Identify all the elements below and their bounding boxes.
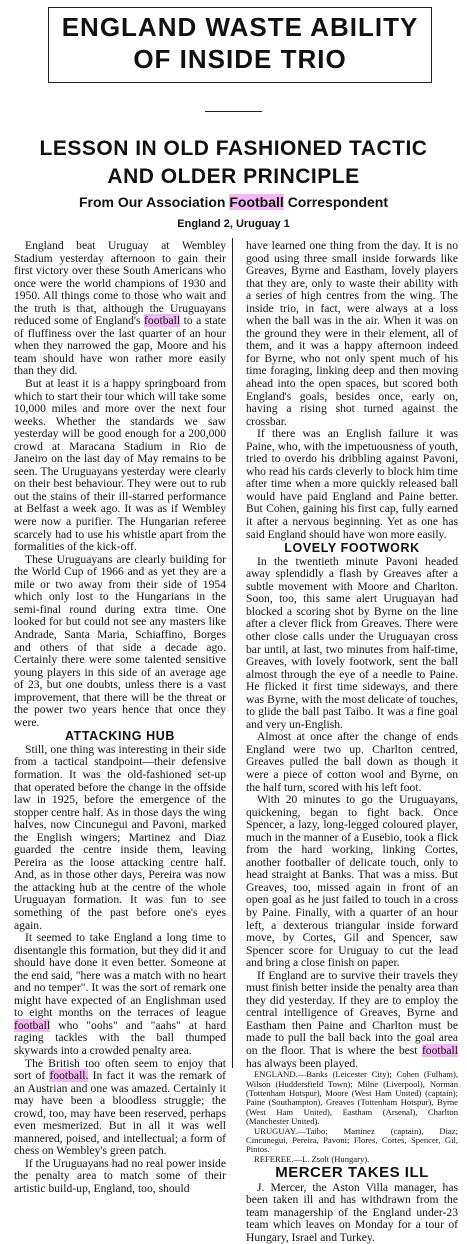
paragraph: In the twentieth minute Pavoni headed away splendidly a flash by Greaves after a subtle movement with Moore and Charlton. Soon, too, this same alert Uruguayan had blocked a scoring shot by Byrne on the line after a clever flick from Greaves. There were other close calls under the Uruguayan cross bar until, at last, two minutes from half-time, Greaves, with lovely footwork, sent the ball almost through the eye of a needle to Paine. He flicked it first time sideways, and there was Byrne, with the most delicate of touches, to glide the ball past Taibo. It was a fine goal and very un-English. [246,554,458,731]
divider-rule [205,111,262,112]
column-divider [232,238,233,1068]
referee-line: REFEREE.—L. Zsolt (Hungary). [254,1153,370,1164]
highlight: football [421,1044,458,1057]
paragraph: If England are to survive their travels they must finish better inside the penalty area than they did yesterday. If they are to employ the central intelligence of Greaves, Byrne and Eastham then Paine and Charlton must be made to pull the ball back into the goal area on the floor. That is where the best football has always been played. [246,968,458,1070]
paragraph: With 20 minutes to go the Uruguayans, quickening, began to fight back. Once Spencer, a lazy, long-legged coloured player, much in the manner of a Eusebio, took a flick from the hard working, linking Cortes, another footballer of delicate touch, only to head straight at Banks. That was a miss. But Greaves, too, missed again in front of an open goal as he just failed to touch in a cross by Paine. Finally, with a quarter of an hour left, a dexterous triangular inside forward move, by Cortes, Gil and Spencer, saw Spencer score for Uruguay to cut the lead and bring a close finish on paper. [246,793,458,970]
byline-suffix: Correspondent [287,194,389,210]
left-column [14,240,226,1196]
section-heading-mercer: MERCER TAKES ILL [275,1164,429,1182]
section-heading-attacking-hub: ATTACKING HUB [64,729,176,744]
paragraph: Almost at once after the change of ends England were two up. Charlton centred, Greaves pulled the ball down as though it were a piece of cotton wool and Byrne, on the half turn, scored with his left foot. [246,730,458,794]
byline-highlight: Football [229,194,284,210]
subheadline-line-1: LESSON IN OLD FASHIONED TACTIC [39,137,428,160]
headline-line-1: ENGLAND WASTE ABILITY [61,12,419,42]
byline [0,194,467,210]
paragraph: If there was an English failure it was Paine, who, with the impetuousness of youth, tried to overdo his dribbling against Pavoni, who read his cards cleverly to block him time after time when a more quickly released ball would have paid England and Paine better. But Cohen, gaining his first cap, fully earned it after a nervous beginning. Yet as one has said England should have won more easily. [246,427,458,541]
team-lineup-uruguay: URUGUAY.—Taibo; Martinez (captain), Diaz; Cincunegui, Pereira, Pavoni; Flores, Cortes, Spencer, Gil, Pintos. [246,1125,458,1155]
highlight: football [14,1018,51,1032]
paragraph: have learned one thing from the day. It is no good using three small inside forwards like Greaves, Byrne and Eastham, lovely players that they are, only to waste their ability with a series of high centres from the wing. The inside trio, in fact, were always at a loss when the ball was in the air. When it was on the ground they were in their element, all of them, and it was a happy afternoon indeed for Byrne, who not only spent much of his time foraging, linking deep and then moving ahead into the open spaces, but scored both England's goals, besides once, early on, having a rising shot turned against the crossbar. [246,239,458,428]
team-lineup-england: ENGLAND.—Banks (Leicester City); Cohen (Fulham), Wilson (Huddersfield Town); Milne (Liverpool), Norman (Tottenham Hotspur), Moore (West Ham United) (captain); Paine (Southampton), Greaves (Tottenham Hotspur), Byrne (West Ham United), Eastham (Arsenal), Charlton (Manchester United). [246,1069,458,1127]
highlight: football. [49,1069,89,1083]
paragraph: If the Uruguayans had no real power inside the penalty area to match some of their artistic build-up, England, too, should [14,1156,226,1196]
paragraph: J. Mercer, the Aston Villa manager, has been taken ill and has withdrawn from the team managership of the England under-23 team which leaves on Monday for a tour of Hungary, Israel and Turkey. [246,1180,458,1244]
highlight: football [144,314,181,328]
paragraph: The British too often seem to enjoy that sort of football. In fact it was the remark of an Austrian and one was amazed. Certainly it may have been a bloodless struggle; the crowd, too, may have been reserved, perhaps even mesmerized. But in all it was well mannered, poised, and intellectual; a form of chess on Wembley's green patch. [14,1056,226,1158]
headline-box [48,7,432,83]
paragraph: These Uruguayans are clearly building for the World Cup of 1966 and as yet they are a mile or two away from their side of 1954 which only lost to the Hungarians in the semi-final round during extra time. One looked for but could not see any masters like Andrade, Santa Maria, Schiaffino, Borges and others of that side a decade ago. Certainly there were some talented sensitive young players in this side of an average age of 23, but one doubts, unless there is a vast improvement, that there will be the threat or the power two years hence that once they were. [14,552,226,729]
paragraph: But at least it is a happy springboard from which to start their tour which will take some 10,000 miles and more over the next four weeks. Whether the standards we saw yesterday will be good enough for a 200,000 crowd at Maracana Stadium in Rio de Janeiro on the last day of May remains to be seen. The Uruguayans yesterday were clearly on their best behaviour. They were out to rub out the stains of their ill-starred performance at Belfast a week ago. It was as if Wembley were now a purifier. The Hungarian referee scarcely had to use his whistle apart from the formalities of the kick-off. [14,377,226,554]
score-line: England 2, Uruguay 1 [177,218,290,230]
byline-prefix: From Our Association [78,194,226,210]
subheadline-line-2: AND OLDER PRINCIPLE [107,165,360,188]
section-heading-lovely-footwork: LOVELY FOOTWORK [284,541,420,556]
paragraph: Still, one thing was interesting in their side from a tactical standpoint—their defensive formation. It was the old-fashioned set-up that operated before the change in the offside law in 1925, before the emergence of the stopper centre half. As in those days the wing halves, now Cincunegui and Pavoni, marked the English wingers; Martinez and Diaz guarded the centre inside them, leaving Pereira as the loose attacking centre half. And, as in those other days, Pereira was now the attacking hub at the centre of the whole Uruguayan formation. It was fun to see something of the past before one's eyes again. [14,742,226,932]
headline-line-2: OF INSIDE TRIO [133,44,347,74]
paragraph: It seemed to take England a long time to disentangle this formation, but they did it and should have done it even better. Someone at the end said, "here was a match with no heart and no temper". It was the sort of remark one might have expected of an Englishman used to eight months on the terraces of league football who "oohs" and "aahs" at hard raging tackles with the ball thumped skywards into a crowded penalty area. [14,931,226,1057]
right-column [246,240,458,1244]
paragraph: England beat Uruguay at Wembley Stadium yesterday afternoon to gain their first victory over these South Americans who once were the world champions of 1930 and 1950. All things come to those who wait and the truth is that, although the Uruguayans reduced some of England's football to a state of fluffiness over the last quarter of an hour when they narrowed the gap, Moore and his team should have won rather more easily than they did. [14,239,226,378]
